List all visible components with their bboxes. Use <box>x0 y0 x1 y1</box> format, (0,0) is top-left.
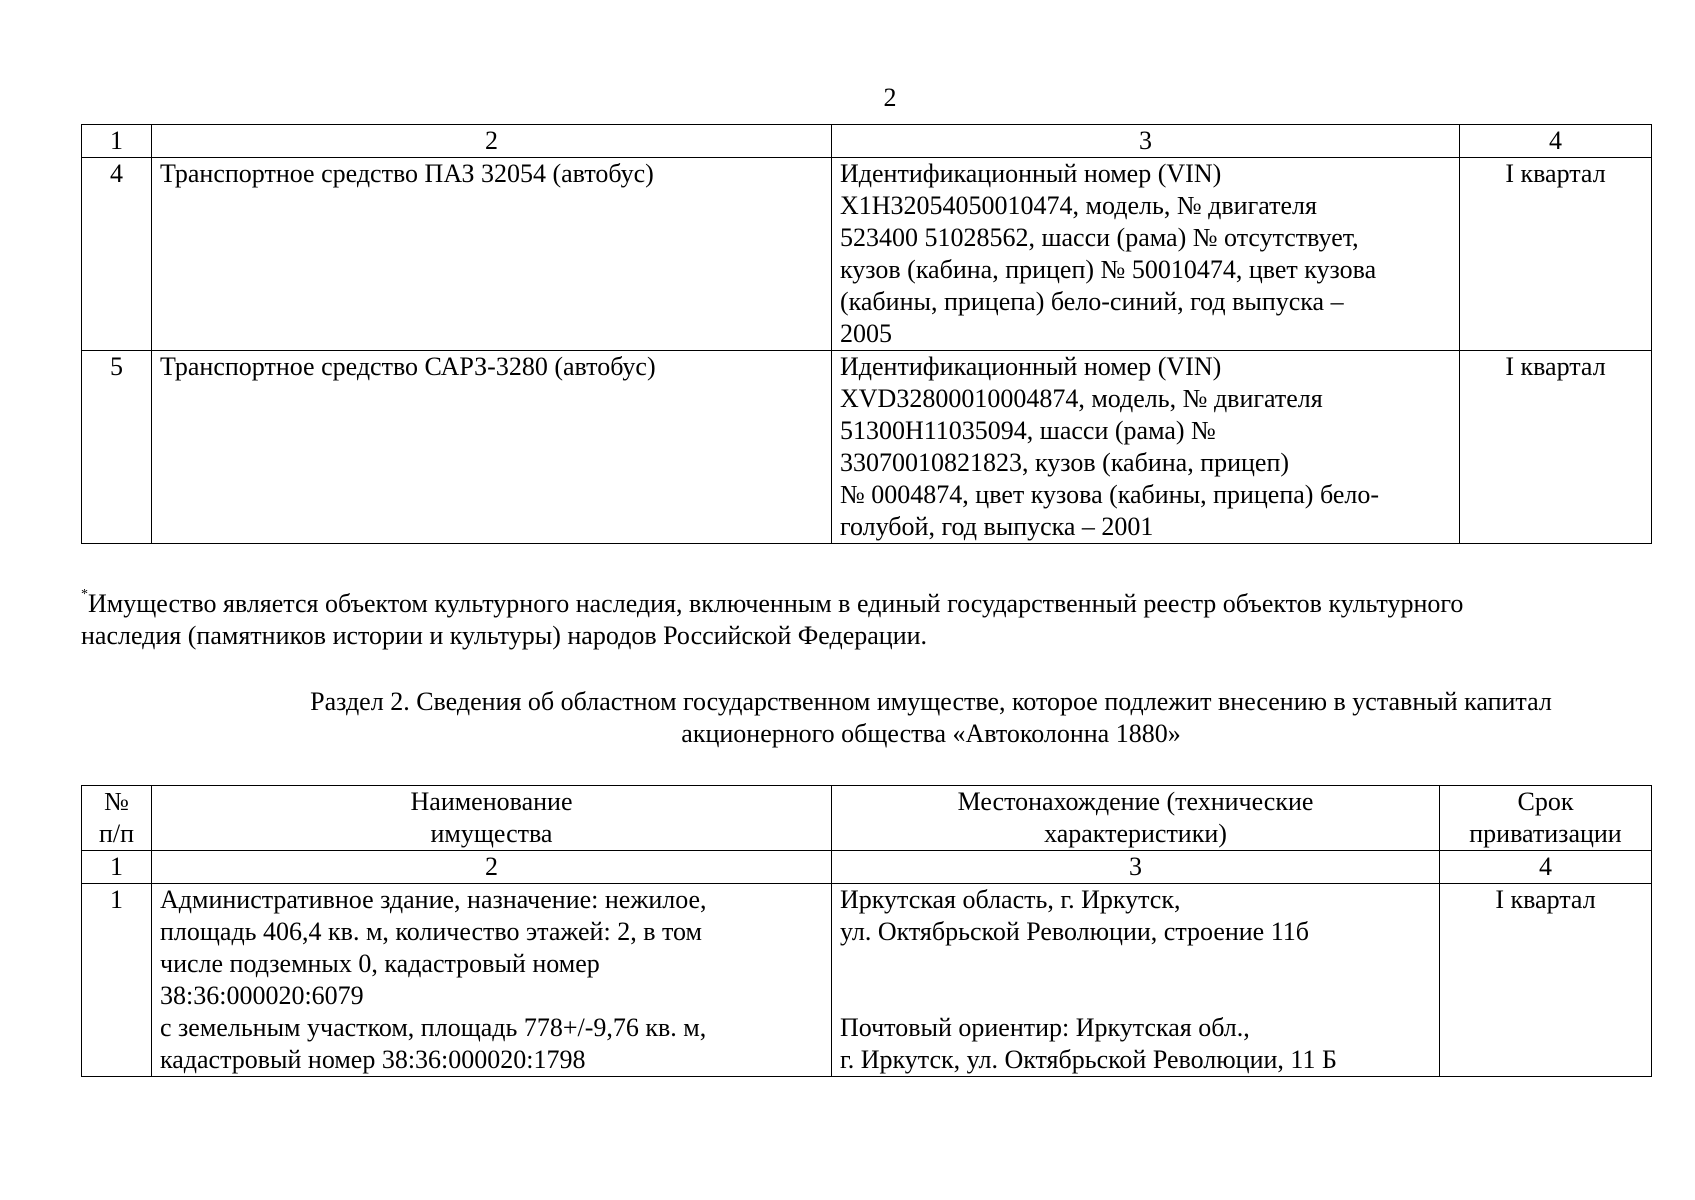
detail-line: 2005 <box>840 319 892 348</box>
header-num: № п/п <box>82 786 152 851</box>
section-title-line: Раздел 2. Сведения об областном государственном имуществе, которое подлежит внесению в уставный капитал <box>310 687 1552 716</box>
column-number: 4 <box>1460 125 1652 158</box>
detail-line: (кабины, прицепа) бело-синий, год выпуска – <box>840 287 1344 316</box>
column-number: 4 <box>1440 851 1652 884</box>
row-number: 4 <box>82 158 152 351</box>
privatization-term: I квартал <box>1460 351 1652 544</box>
footnote-line: наследия (памятников истории и культуры) народов Российской Федерации. <box>81 621 928 650</box>
privatization-term: I квартал <box>1440 884 1652 1077</box>
header-term: Срок приватизации <box>1440 786 1652 851</box>
name-line: Административное здание, назначение: нежилое, <box>160 885 707 914</box>
property-location <box>832 884 1440 1077</box>
detail-line: 33070010821823, кузов (кабина, прицеп) <box>840 448 1290 477</box>
column-number: 2 <box>152 851 832 884</box>
detail-line: Идентификационный номер (VIN) <box>840 159 1222 188</box>
spacer <box>840 980 1431 1012</box>
property-name <box>152 884 832 1077</box>
detail-line: голубой, год выпуска – 2001 <box>840 512 1154 541</box>
table-row <box>82 884 1652 1077</box>
location-line: ул. Октябрьской Революции, строение 11б <box>840 917 1309 946</box>
footnote-mark: * <box>81 587 88 602</box>
name-line: с земельным участком, площадь 778+/-9,76 кв. м, <box>160 1013 707 1042</box>
row-number: 1 <box>82 884 152 1077</box>
detail-line: № 0004874, цвет кузова (кабины, прицепа) бело- <box>840 480 1380 509</box>
section-title-line: акционерного общества «Автоколонна 1880» <box>681 719 1181 748</box>
detail-line: X1H32054050010474, модель, № двигателя <box>840 191 1317 220</box>
property-details <box>832 158 1460 351</box>
header-location: Местонахождение (технические характеристики) <box>832 786 1440 851</box>
footnote-line <box>81 588 1661 620</box>
property-table-section-2 <box>81 785 1652 1077</box>
spacer <box>840 948 1431 980</box>
detail-line: 51300H11035094, шасси (рама) № <box>840 416 1216 445</box>
footnote <box>81 588 1661 652</box>
detail-line: XVD32800010004874, модель, № двигателя <box>840 384 1323 413</box>
footnote-text: Имущество является объектом культурного наследия, включенным в единый государственный реестр объектов культурного <box>88 589 1464 618</box>
name-line: числе подземных 0, кадастровый номер <box>160 949 600 978</box>
detail-line: кузов (кабина, прицеп) № 50010474, цвет кузова <box>840 255 1377 284</box>
column-number-row <box>82 125 1652 158</box>
name-line: площадь 406,4 кв. м, количество этажей: 2, в том <box>160 917 702 946</box>
header-name: Наименование имущества <box>152 786 832 851</box>
property-name: Транспортное средство САРЗ-3280 (автобус) <box>152 351 832 544</box>
name-line: кадастровый номер 38:36:000020:1798 <box>160 1045 586 1074</box>
property-table-continued <box>81 124 1652 544</box>
property-name: Транспортное средство ПАЗ 32054 (автобус) <box>152 158 832 351</box>
postal-line: Почтовый ориентир: Иркутская обл., <box>840 1013 1250 1042</box>
property-details <box>832 351 1460 544</box>
column-number: 3 <box>832 125 1460 158</box>
table-row <box>82 158 1652 351</box>
detail-line: Идентификационный номер (VIN) <box>840 352 1222 381</box>
page-number: 2 <box>883 83 897 112</box>
column-number-row <box>82 851 1652 884</box>
postal-line: г. Иркутск, ул. Октябрьской Революции, 11 Б <box>840 1045 1337 1074</box>
column-number: 1 <box>82 125 152 158</box>
section-title <box>81 686 1695 750</box>
name-line: 38:36:000020:6079 <box>160 981 364 1010</box>
location-line: Иркутская область, г. Иркутск, <box>840 885 1181 914</box>
table-row <box>82 351 1652 544</box>
header-row <box>82 786 1652 851</box>
column-number: 2 <box>152 125 832 158</box>
row-number: 5 <box>82 351 152 544</box>
detail-line: 523400 51028562, шасси (рама) № отсутствует, <box>840 223 1359 252</box>
column-number: 3 <box>832 851 1440 884</box>
privatization-term: I квартал <box>1460 158 1652 351</box>
column-number: 1 <box>82 851 152 884</box>
